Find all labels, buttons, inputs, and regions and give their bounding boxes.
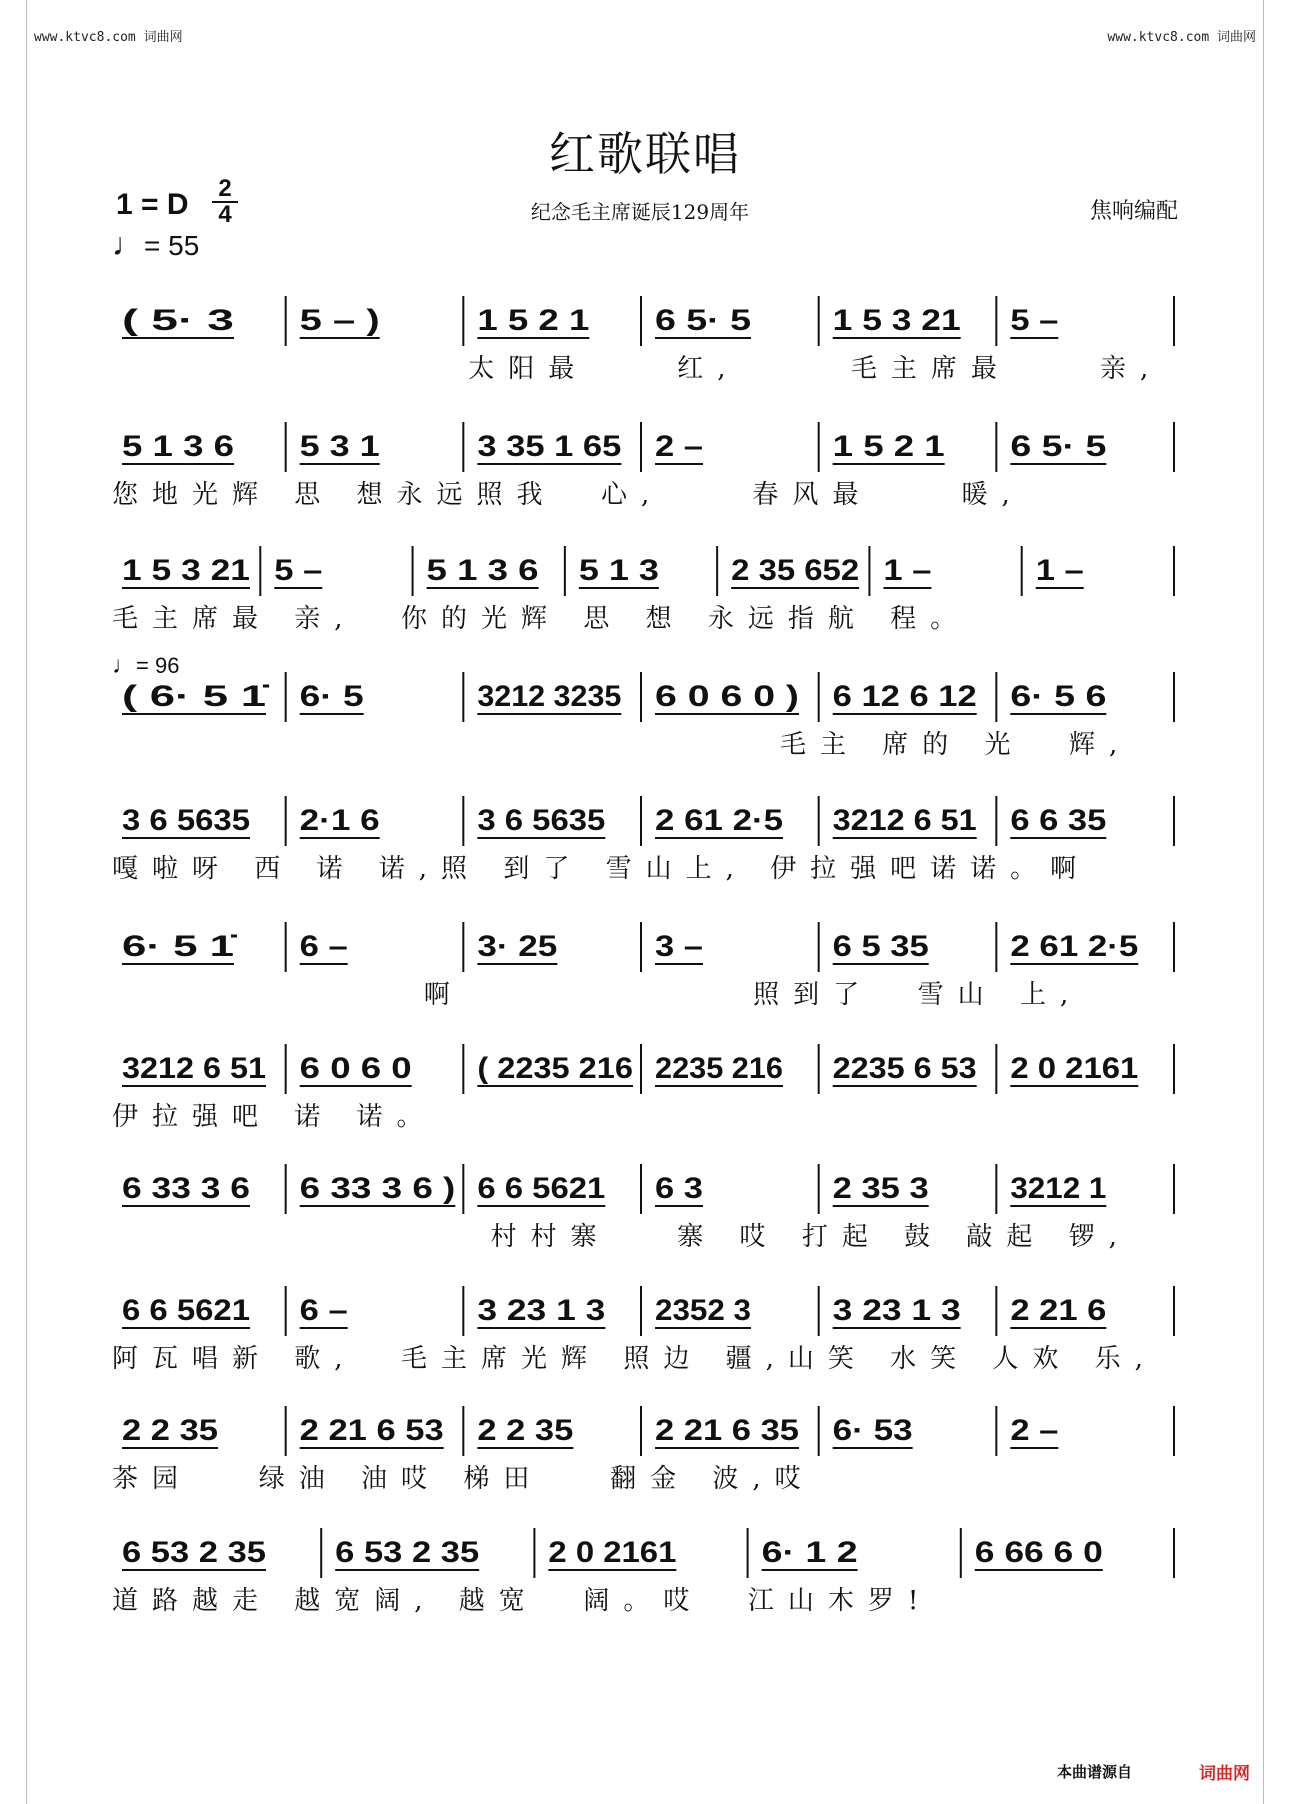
notation-svg [112,1524,1178,1584]
measure-notes: 6 – [299,930,348,963]
lyrics-line: 村村寨 寨 哎 打起 鼓 敲起 锣, [112,1222,1131,1252]
left-margin-strip [0,0,27,1804]
tempo-value: = 55 [144,230,200,261]
measure-notes: 3 23 1 3 [832,1294,961,1327]
arranger-credit: 焦响编配 [1089,199,1178,224]
measure-notes: 3 35 1 65 [477,430,622,463]
measure-notes: 6 5 35 [832,930,929,963]
measure-notes: 6· 5 6 [1010,680,1107,713]
notation-svg [112,1160,1178,1220]
measure-notes: 2 – [655,430,703,463]
notation-line [112,918,1178,978]
notation-line [112,668,1178,728]
measure-notes: 2 – [1010,1414,1059,1447]
measure-notes: 2 35 3 [832,1172,929,1205]
notation-svg [112,918,1178,978]
measure-notes: 6· 53 [832,1414,913,1447]
measure-notes: 6 5· 5 [655,304,751,337]
measure-notes: 6 12 6 12 [832,680,977,713]
lyrics-line: 嘎啦呀 西 诺 诺,照 到了 雪山上, 伊拉强吧诺诺。啊 [112,854,1091,884]
notation-line [112,1402,1178,1462]
lyrics-line: 阿瓦唱新 歌, 毛主席光辉 照边 疆,山笑 水笑 人欢 乐, [112,1344,1157,1374]
song-subtitle: 纪念毛主席诞辰129周年 [530,200,750,224]
lyrics-line: 道路越走 越宽阔, 越宽 阔。哎 江山木罗! [112,1586,933,1616]
notation-svg [112,1040,1178,1100]
notation-svg [112,542,1178,602]
measure-notes: 3 – [655,930,703,963]
time-bottom: 4 [218,201,232,228]
key-signature: 1 = D [116,188,189,221]
measure-notes: 6 33 3 6 ) [299,1172,456,1205]
measure-notes: 1 – [1035,554,1084,587]
measure-notes: ( 2235 216 [477,1052,633,1085]
measure-notes: 3 23 1 3 [477,1294,606,1327]
measure-notes: 5 – [1010,304,1059,337]
notation-svg [112,1282,1178,1342]
measure-notes: 1 5 2 1 [477,304,590,337]
footer-brand: 词曲网 [1199,1764,1250,1784]
right-margin-strip [1263,0,1290,1804]
measure-notes: 2235 6 53 [832,1052,977,1085]
measure-notes: 5 3 1 [299,430,380,463]
tempo-value-2: = 96 [136,653,180,678]
measure-notes: 3· 25 [477,930,558,963]
measure-notes: 6· 5 [299,680,364,713]
measure-notes: 3 6 5635 [122,804,250,837]
measure-notes: 2 2 35 [122,1414,218,1447]
measure-notes: ( 5· 3 [122,304,234,337]
lyrics-line: 毛主 席的 光 辉, [112,730,1132,760]
notation-line [112,418,1178,478]
quarter-note-icon: ♩ [112,652,136,679]
measure-notes: 5 – [274,554,323,587]
measure-notes: 3212 6 51 [122,1052,266,1085]
measure-notes: 6· 1 2 [761,1536,858,1569]
measure-notes: 5 1 3 6 [122,430,234,463]
measure-notes: 2 21 6 [1010,1294,1107,1327]
measure-notes: 6 53 2 35 [122,1536,266,1569]
notation-line [112,1282,1178,1342]
measure-notes: 6 6 35 [1010,804,1107,837]
measure-notes: 1 5 3 21 [122,554,250,587]
notation-svg [112,792,1178,852]
notation-svg [112,418,1178,478]
lyrics-line: 太阳最 红, 毛主席最 亲, [112,354,1163,384]
measure-notes: 2235 216 [655,1052,783,1085]
watermark-right: www.ktvc8.com 词曲网 [1107,30,1256,45]
measure-notes: 3 6 5635 [477,804,606,837]
lyrics-line: 茶园 绿油 油哎 梯田 翻金 波,哎 [112,1464,815,1494]
measure-notes: 6 6 5621 [477,1172,606,1205]
time-top: 2 [218,175,232,202]
notation-svg [112,668,1178,728]
measure-notes: 6 6 5621 [122,1294,250,1327]
measure-notes: 3212 6 51 [832,804,977,837]
measure-notes: 2 0 2161 [1010,1052,1139,1085]
notation-line [112,292,1178,352]
notation-line [112,1160,1178,1220]
lyrics-line: 您地光辉 思 想永远照我 心, 春风最 暖, [112,480,1024,510]
measure-notes: 2 21 6 35 [655,1414,799,1447]
notation-line [112,1040,1178,1100]
watermark-left: www.ktvc8.com 词曲网 [34,30,183,45]
time-signature [212,175,238,228]
notation-line [112,1524,1178,1584]
measure-notes: 6 33 3 6 [122,1172,250,1205]
measure-notes: 2 21 6 53 [299,1414,444,1447]
lyrics-line: 毛主席最 亲, 你的光辉 思 想 永远指航 程。 [112,604,971,634]
notation-svg [112,1402,1178,1462]
measure-notes: 2352 3 [655,1294,751,1327]
quarter-note-icon: ♩ [112,226,144,262]
lyrics-line: 伊拉强吧 诺 诺。 [112,1102,437,1132]
measure-notes: 5 – ) [299,304,380,337]
measure-notes: 5 1 3 [578,554,659,587]
measure-notes: 6 53 2 35 [335,1536,480,1569]
measure-notes: 6 0 6 0 ) [655,680,799,713]
measure-notes: 1 5 2 1 [832,430,945,463]
measure-notes: 3212 3235 [477,680,622,713]
measure-notes: 2 35 652 [731,554,860,587]
notation-line [112,542,1178,602]
measure-notes: ( 6· 5 1̇ [122,680,271,713]
song-title: 红歌联唱 [549,127,741,181]
measure-notes: 6 3 [655,1172,703,1205]
measure-notes: 6 66 6 0 [974,1536,1103,1569]
measure-notes: 2 61 2·5 [1010,930,1139,963]
measure-notes: 1 – [883,554,932,587]
measure-notes: 2 0 2161 [548,1536,677,1569]
measure-notes: 6 5· 5 [1010,430,1107,463]
measure-notes: 3212 1 [1010,1172,1107,1205]
footer-source: 本曲谱源自 [1056,1763,1132,1781]
measure-notes: 2 2 35 [477,1414,574,1447]
measure-notes: 2·1 6 [299,804,380,837]
notation-svg [112,292,1178,352]
measure-notes: 6 0 6 0 [299,1052,412,1085]
measure-notes: 2 61 2·5 [655,804,783,837]
measure-notes: 6 – [299,1294,348,1327]
measure-notes: 1 5 3 21 [832,304,961,337]
measure-notes: 6· 5 1̇ [122,930,239,963]
lyrics-line: 啊 照到了 雪山 上, [112,980,1083,1010]
notation-line [112,792,1178,852]
tempo-marking [112,226,199,263]
measure-notes: 5 1 3 6 [426,554,539,587]
